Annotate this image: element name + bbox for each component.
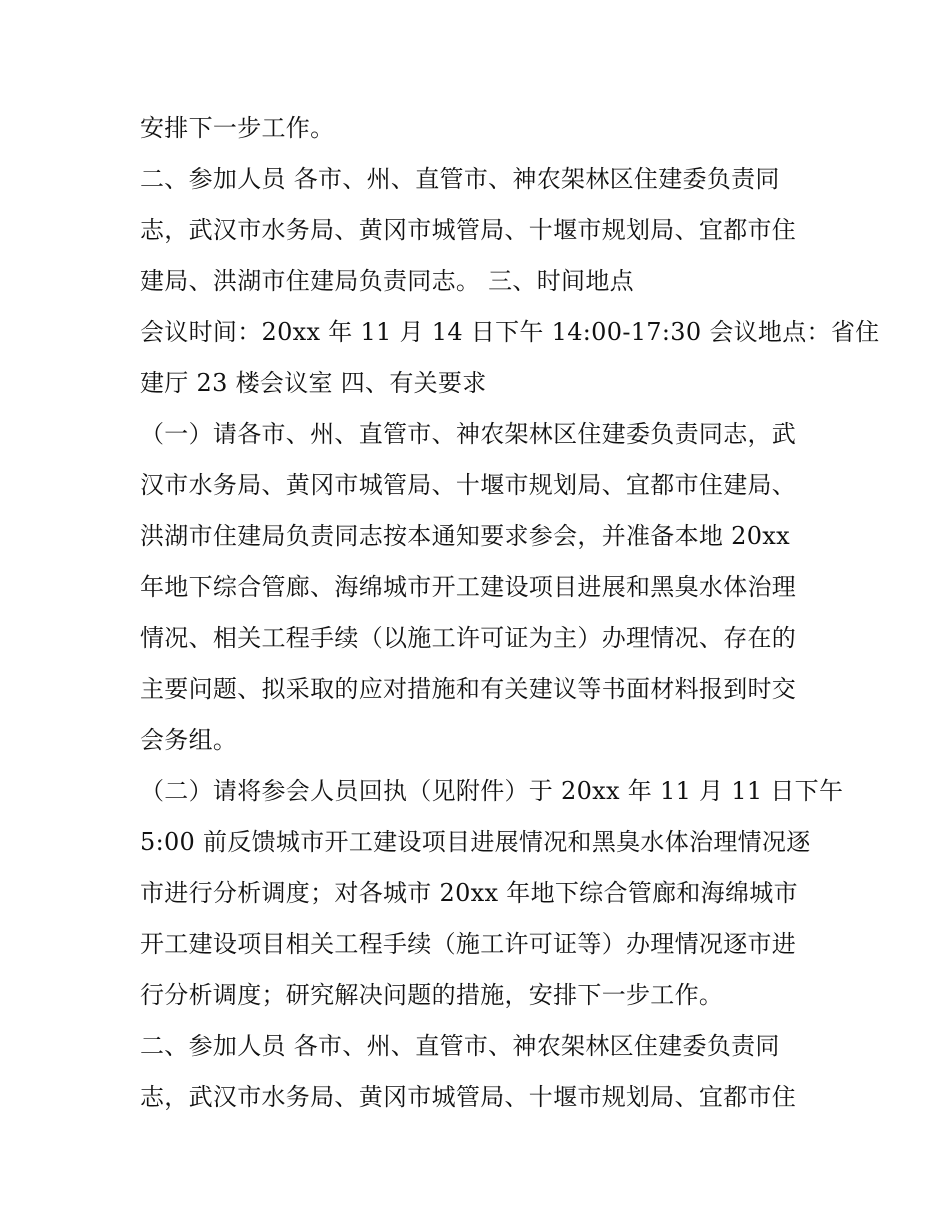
text-line: 二、参加人员 各市、州、直管市、神农架林区住建委负责同: [140, 1032, 780, 1060]
text-line: 建厅 23 楼会议室 四、有关要求: [140, 369, 487, 397]
text-line: （一）请各市、州、直管市、神农架林区住建委负责同志，武: [140, 420, 797, 448]
text-line: 会议时间：20xx 年 11 月 14 日下午 14:00-17:30 会议地点：省住: [140, 318, 880, 346]
text-line: （二）请将参会人员回执（见附件）于 20xx 年 11 月 11 日下午: [140, 777, 844, 805]
text-line: 会务组。: [140, 726, 238, 754]
text-line: 二、参加人员 各市、州、直管市、神农架林区住建委负责同: [140, 165, 780, 193]
text-line: 情况、相关工程手续（以施工许可证为主）办理情况、存在的: [140, 624, 797, 652]
text-line: 安排下一步工作。: [140, 114, 335, 142]
text-line: 开工建设项目相关工程手续（施工许可证等）办理情况逐市进: [140, 930, 797, 958]
text-line: 洪湖市住建局负责同志按本通知要求参会，并准备本地 20xx: [140, 522, 790, 550]
text-line: 志，武汉市水务局、黄冈市城管局、十堰市规划局、宜都市住: [140, 1083, 797, 1111]
text-line: 年地下综合管廊、海绵城市开工建设项目进展和黑臭水体治理: [140, 573, 797, 601]
text-line: 5:00 前反馈城市开工建设项目进展情况和黑臭水体治理情况逐: [140, 828, 811, 856]
text-line: 志，武汉市水务局、黄冈市城管局、十堰市规划局、宜都市住: [140, 216, 797, 244]
text-line: 建局、洪湖市住建局负责同志。 三、时间地点: [140, 267, 634, 295]
document-body: [140, 103, 880, 1123]
text-line: 行分析调度；研究解决问题的措施，安排下一步工作。: [140, 981, 724, 1009]
text-line: 市进行分析调度；对各城市 20xx 年地下综合管廊和海绵城市: [140, 879, 798, 907]
text-line: 主要问题、拟采取的应对措施和有关建议等书面材料报到时交: [140, 675, 797, 703]
text-line: 汉市水务局、黄冈市城管局、十堰市规划局、宜都市住建局、: [140, 471, 797, 499]
